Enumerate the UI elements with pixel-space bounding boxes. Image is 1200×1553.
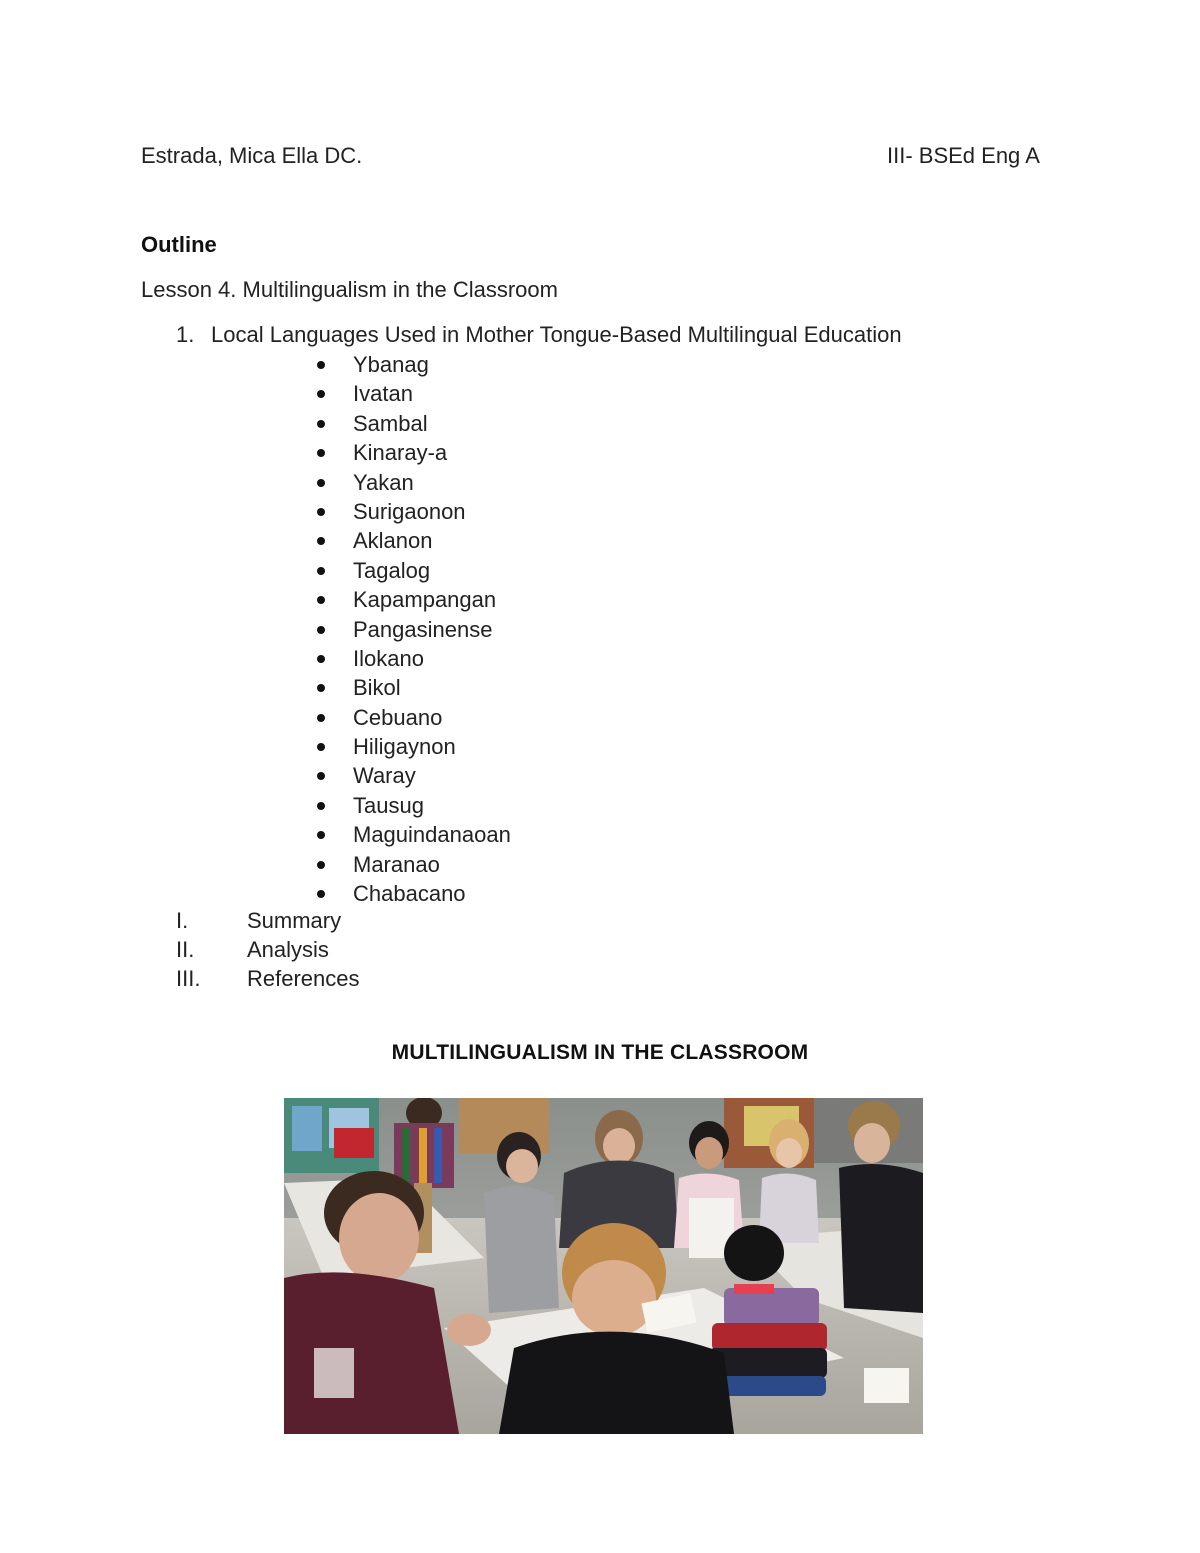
language-label: Hiligaynon: [353, 734, 456, 760]
bullet-icon: [317, 361, 325, 369]
language-label: Chabacano: [353, 881, 466, 907]
language-label: Tagalog: [353, 557, 431, 583]
language-item: [314, 528, 511, 557]
bullet-icon: [317, 890, 325, 898]
classroom-photo: [284, 1098, 923, 1434]
bullet-icon: [317, 655, 325, 663]
language-item: [314, 705, 511, 734]
bullet-icon: [317, 626, 325, 634]
numbered-item-number: 1.: [176, 322, 195, 347]
language-label: Kinaray-a: [353, 440, 448, 466]
section-numeral: II.: [176, 937, 195, 962]
language-label: Waray: [353, 763, 416, 789]
language-label: Sambal: [353, 410, 428, 436]
section-item: [176, 937, 360, 966]
language-label: Kapampangan: [353, 587, 497, 613]
language-label: Pangasinense: [353, 616, 493, 642]
language-label: Cebuano: [353, 704, 443, 730]
language-item: [314, 763, 511, 792]
section-label: References: [247, 966, 360, 991]
bullet-icon: [317, 420, 325, 428]
language-item: [314, 793, 511, 822]
section-numeral: III.: [176, 966, 201, 991]
language-label: Bikol: [353, 675, 401, 701]
language-item: [314, 411, 511, 440]
bullet-icon: [317, 567, 325, 575]
bullet-icon: [317, 596, 325, 604]
language-item: [314, 734, 511, 763]
language-label: Maguindanaoan: [353, 822, 511, 848]
bullet-icon: [317, 537, 325, 545]
bullet-icon: [317, 390, 325, 398]
bullet-icon: [317, 802, 325, 810]
language-item: [314, 646, 511, 675]
numbered-item-text: Local Languages Used in Mother Tongue-Based Multilingual Education: [211, 322, 902, 347]
language-item: [314, 587, 511, 616]
language-label: Ilokano: [353, 645, 424, 671]
language-item: [314, 381, 511, 410]
main-heading: MULTILINGUALISM IN THE CLASSROOM: [391, 1041, 809, 1064]
language-item: [314, 499, 511, 528]
bullet-icon: [317, 831, 325, 839]
bullet-icon: [317, 684, 325, 692]
language-label: Maranao: [353, 851, 440, 877]
language-item: [314, 470, 511, 499]
language-item: [314, 852, 511, 881]
language-item: [314, 440, 511, 469]
language-item: [314, 822, 511, 851]
section-item: [176, 966, 360, 995]
language-label: Yakan: [353, 469, 414, 495]
language-label: Aklanon: [353, 528, 433, 554]
course-section: III- BSEd Eng A: [887, 143, 1040, 168]
language-item: [314, 881, 511, 910]
language-item: [314, 352, 511, 381]
language-label: Ybanag: [353, 352, 429, 377]
section-label: Summary: [247, 908, 342, 933]
section-numeral: I.: [176, 908, 189, 933]
language-item: [314, 675, 511, 704]
bullet-icon: [317, 479, 325, 487]
lesson-title: Lesson 4. Multilingualism in the Classroom: [141, 277, 558, 302]
author-name: Estrada, Mica Ella DC.: [141, 143, 363, 168]
language-list: [314, 352, 511, 910]
language-label: Surigaonon: [353, 498, 466, 524]
language-label: Tausug: [353, 792, 424, 818]
bullet-icon: [317, 861, 325, 869]
language-label: Ivatan: [353, 381, 413, 407]
language-item: [314, 617, 511, 646]
section-label: Analysis: [247, 937, 329, 962]
bullet-icon: [317, 714, 325, 722]
outline-heading: Outline: [141, 232, 217, 257]
section-list: [176, 908, 360, 995]
bullet-icon: [317, 449, 325, 457]
bullet-icon: [317, 508, 325, 516]
bullet-icon: [317, 743, 325, 751]
numbered-item: [176, 322, 902, 348]
bullet-icon: [317, 772, 325, 780]
section-item: [176, 908, 360, 937]
language-item: [314, 558, 511, 587]
